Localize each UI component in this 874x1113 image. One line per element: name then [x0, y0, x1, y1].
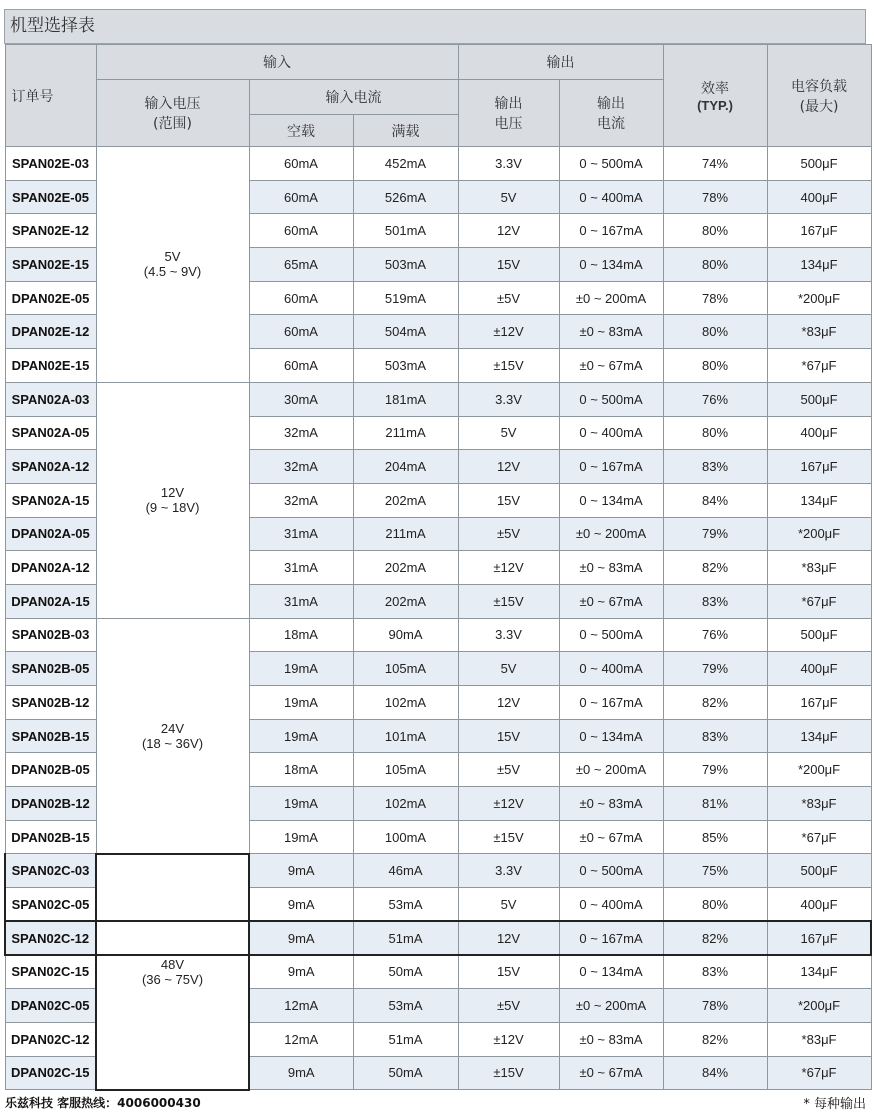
efficiency-cell: 84% [663, 483, 767, 517]
footer-hotline: 乐兹科技 客服热线：4006000430 [5, 1096, 201, 1110]
output-voltage-cell: ±5V [458, 989, 559, 1023]
model-cell: SPAN02B-15 [5, 719, 96, 753]
output-current-cell: 0 ~ 134mA [559, 483, 663, 517]
output-current-cell: ±0 ~ 83mA [559, 787, 663, 821]
full-load-cell: 504mA [353, 315, 458, 349]
model-cell: DPAN02C-15 [5, 1056, 96, 1090]
output-voltage-cell: 12V [458, 214, 559, 248]
efficiency-cell: 78% [663, 989, 767, 1023]
no-load-cell: 60mA [249, 147, 353, 181]
output-voltage-cell: 5V [458, 180, 559, 214]
input-voltage-range: (18 ~ 36V) [141, 735, 204, 751]
full-load-cell: 102mA [353, 787, 458, 821]
output-current-cell: ±0 ~ 83mA [559, 315, 663, 349]
full-load-cell: 46mA [353, 854, 458, 888]
header-input-voltage-label: 输入电压 [144, 96, 201, 112]
cap-load-cell: *67μF [767, 349, 871, 383]
no-load-cell: 9mA [249, 888, 353, 922]
full-load-cell: 204mA [353, 450, 458, 484]
full-load-cell: 211mA [353, 517, 458, 551]
model-cell: SPAN02B-12 [5, 686, 96, 720]
output-voltage-cell: 5V [458, 888, 559, 922]
output-current-cell: 0 ~ 167mA [559, 450, 663, 484]
output-current-cell: ±0 ~ 200mA [559, 753, 663, 787]
full-load-cell: 101mA [353, 719, 458, 753]
output-current-cell: 0 ~ 500mA [559, 147, 663, 181]
efficiency-cell: 80% [663, 416, 767, 450]
output-voltage-cell: ±12V [458, 787, 559, 821]
output-current-cell: 0 ~ 400mA [559, 180, 663, 214]
efficiency-cell: 83% [663, 450, 767, 484]
model-cell: SPAN02A-12 [5, 450, 96, 484]
no-load-cell: 32mA [249, 483, 353, 517]
no-load-cell: 9mA [249, 921, 353, 955]
no-load-cell: 9mA [249, 955, 353, 989]
output-current-cell: 0 ~ 167mA [559, 921, 663, 955]
efficiency-cell: 80% [663, 888, 767, 922]
header-input-voltage [96, 80, 249, 147]
cap-load-cell: 400μF [767, 888, 871, 922]
model-selection-table [4, 44, 872, 1091]
cap-load-cell: 500μF [767, 618, 871, 652]
no-load-cell: 65mA [249, 248, 353, 282]
efficiency-cell: 83% [663, 955, 767, 989]
output-voltage-cell: ±15V [458, 584, 559, 618]
model-cell: DPAN02B-05 [5, 753, 96, 787]
efficiency-cell: 75% [663, 854, 767, 888]
output-voltage-cell: ±12V [458, 1022, 559, 1056]
full-load-cell: 181mA [353, 382, 458, 416]
full-load-cell: 90mA [353, 618, 458, 652]
no-load-cell: 9mA [249, 1056, 353, 1090]
output-current-cell: ±0 ~ 83mA [559, 1022, 663, 1056]
table-row [5, 854, 871, 888]
efficiency-cell: 79% [663, 753, 767, 787]
input-voltage-range: (9 ~ 18V) [145, 500, 200, 516]
efficiency-cell: 85% [663, 820, 767, 854]
header-input-voltage-sub: (范围) [153, 116, 192, 132]
input-voltage-range: (36 ~ 75V) [141, 971, 204, 987]
model-cell: SPAN02A-03 [5, 382, 96, 416]
output-current-cell: ±0 ~ 67mA [559, 349, 663, 383]
efficiency-cell: 80% [663, 349, 767, 383]
no-load-cell: 18mA [249, 618, 353, 652]
no-load-cell: 19mA [249, 719, 353, 753]
cap-load-cell: *83μF [767, 1022, 871, 1056]
header-order-no: 订单号 [5, 45, 96, 147]
header-output-current-1: 输出 [597, 96, 626, 112]
output-voltage-cell: ±5V [458, 517, 559, 551]
model-cell: DPAN02E-05 [5, 281, 96, 315]
input-voltage-value: 12V [160, 485, 185, 501]
output-voltage-cell: 3.3V [458, 147, 559, 181]
model-cell: DPAN02C-12 [5, 1022, 96, 1056]
input-voltage-value: 5V [164, 249, 181, 265]
cap-load-cell: *200μF [767, 753, 871, 787]
cap-load-cell: 167μF [767, 921, 871, 955]
output-current-cell: ±0 ~ 200mA [559, 517, 663, 551]
output-current-cell: 0 ~ 400mA [559, 416, 663, 450]
efficiency-cell: 83% [663, 584, 767, 618]
efficiency-cell: 84% [663, 1056, 767, 1090]
header-output-current [559, 80, 663, 147]
output-voltage-cell: 3.3V [458, 618, 559, 652]
header-efficiency-sub: (TYP.) [697, 98, 733, 113]
input-voltage-cell [96, 382, 249, 618]
full-load-cell: 105mA [353, 652, 458, 686]
cap-load-cell: *200μF [767, 517, 871, 551]
no-load-cell: 32mA [249, 450, 353, 484]
header-no-load: 空载 [249, 115, 353, 147]
model-cell: DPAN02B-12 [5, 787, 96, 821]
header-input: 输入 [96, 45, 458, 80]
cap-load-cell: *67μF [767, 1056, 871, 1090]
output-voltage-cell: 5V [458, 416, 559, 450]
full-load-cell: 202mA [353, 584, 458, 618]
model-cell: SPAN02C-15 [5, 955, 96, 989]
no-load-cell: 19mA [249, 820, 353, 854]
full-load-cell: 102mA [353, 686, 458, 720]
model-cell: SPAN02E-15 [5, 248, 96, 282]
efficiency-cell: 82% [663, 921, 767, 955]
header-cap-load-sub: (最大) [799, 98, 839, 115]
efficiency-cell: 80% [663, 315, 767, 349]
footer-note: * 每种输出 [803, 1097, 866, 1112]
cap-load-cell: 500μF [767, 382, 871, 416]
output-voltage-cell: ±12V [458, 315, 559, 349]
header-input-current: 输入电流 [249, 80, 458, 115]
cap-load-cell: 134μF [767, 955, 871, 989]
output-voltage-cell: 12V [458, 921, 559, 955]
table-row [5, 147, 871, 181]
model-cell: DPAN02A-05 [5, 517, 96, 551]
efficiency-cell: 80% [663, 214, 767, 248]
full-load-cell: 105mA [353, 753, 458, 787]
input-voltage-cell [96, 618, 249, 854]
full-load-cell: 211mA [353, 416, 458, 450]
no-load-cell: 9mA [249, 854, 353, 888]
full-load-cell: 526mA [353, 180, 458, 214]
cap-load-cell: 167μF [767, 450, 871, 484]
efficiency-cell: 79% [663, 652, 767, 686]
cap-load-cell: *200μF [767, 989, 871, 1023]
cap-load-cell: 134μF [767, 483, 871, 517]
output-current-cell: 0 ~ 500mA [559, 382, 663, 416]
no-load-cell: 31mA [249, 517, 353, 551]
output-voltage-cell: 12V [458, 686, 559, 720]
efficiency-cell: 78% [663, 281, 767, 315]
efficiency-cell: 78% [663, 180, 767, 214]
cap-load-cell: *83μF [767, 787, 871, 821]
output-current-cell: 0 ~ 500mA [559, 618, 663, 652]
model-cell: SPAN02E-05 [5, 180, 96, 214]
no-load-cell: 32mA [249, 416, 353, 450]
full-load-cell: 53mA [353, 989, 458, 1023]
header-output-current-2: 电流 [597, 116, 626, 132]
no-load-cell: 18mA [249, 753, 353, 787]
output-current-cell: ±0 ~ 67mA [559, 1056, 663, 1090]
efficiency-cell: 79% [663, 517, 767, 551]
efficiency-cell: 74% [663, 147, 767, 181]
no-load-cell: 60mA [249, 214, 353, 248]
cap-load-cell: 134μF [767, 719, 871, 753]
no-load-cell: 12mA [249, 989, 353, 1023]
output-voltage-cell: ±5V [458, 753, 559, 787]
cap-load-cell: 400μF [767, 652, 871, 686]
output-current-cell: ±0 ~ 67mA [559, 820, 663, 854]
model-cell: SPAN02E-12 [5, 214, 96, 248]
output-current-cell: 0 ~ 134mA [559, 719, 663, 753]
input-voltage-range: (4.5 ~ 9V) [143, 264, 202, 280]
full-load-cell: 100mA [353, 820, 458, 854]
header-output-voltage [458, 80, 559, 147]
no-load-cell: 31mA [249, 551, 353, 585]
no-load-cell: 19mA [249, 652, 353, 686]
header-efficiency-label: 效率 [701, 81, 730, 97]
model-cell: SPAN02C-03 [5, 854, 96, 888]
model-cell: SPAN02B-03 [5, 618, 96, 652]
model-cell: DPAN02E-12 [5, 315, 96, 349]
output-current-cell: 0 ~ 134mA [559, 955, 663, 989]
header-efficiency [663, 45, 767, 147]
cap-load-cell: *200μF [767, 281, 871, 315]
cap-load-cell: 167μF [767, 214, 871, 248]
header-output-voltage-2: 电压 [494, 116, 523, 132]
full-load-cell: 50mA [353, 1056, 458, 1090]
header-full-load: 满载 [353, 115, 458, 147]
header-cap-load-label: 电容负载 [791, 78, 848, 95]
no-load-cell: 19mA [249, 686, 353, 720]
efficiency-cell: 82% [663, 1022, 767, 1056]
table-row [5, 618, 871, 652]
output-voltage-cell: ±12V [458, 551, 559, 585]
no-load-cell: 31mA [249, 584, 353, 618]
full-load-cell: 503mA [353, 349, 458, 383]
header-cap-load [767, 45, 871, 147]
output-voltage-cell: ±15V [458, 1056, 559, 1090]
output-current-cell: 0 ~ 400mA [559, 652, 663, 686]
output-voltage-cell: ±5V [458, 281, 559, 315]
no-load-cell: 30mA [249, 382, 353, 416]
output-current-cell: ±0 ~ 200mA [559, 281, 663, 315]
output-current-cell: 0 ~ 167mA [559, 686, 663, 720]
output-voltage-cell: ±15V [458, 349, 559, 383]
full-load-cell: 501mA [353, 214, 458, 248]
output-voltage-cell: 12V [458, 450, 559, 484]
model-cell: DPAN02A-15 [5, 584, 96, 618]
no-load-cell: 60mA [249, 315, 353, 349]
full-load-cell: 50mA [353, 955, 458, 989]
model-cell: SPAN02E-03 [5, 147, 96, 181]
cap-load-cell: 167μF [767, 686, 871, 720]
output-voltage-cell: 3.3V [458, 382, 559, 416]
cap-load-cell: 134μF [767, 248, 871, 282]
output-voltage-cell: 3.3V [458, 854, 559, 888]
cap-load-cell: *83μF [767, 551, 871, 585]
full-load-cell: 503mA [353, 248, 458, 282]
header-output-voltage-1: 输出 [494, 96, 523, 112]
efficiency-cell: 82% [663, 686, 767, 720]
table-body [5, 147, 871, 1090]
output-voltage-cell: 15V [458, 248, 559, 282]
output-voltage-cell: 5V [458, 652, 559, 686]
no-load-cell: 60mA [249, 281, 353, 315]
model-cell: SPAN02C-05 [5, 888, 96, 922]
table-title: 机型选择表 [4, 9, 866, 44]
full-load-cell: 202mA [353, 483, 458, 517]
efficiency-cell: 83% [663, 719, 767, 753]
efficiency-cell: 82% [663, 551, 767, 585]
full-load-cell: 202mA [353, 551, 458, 585]
output-current-cell: ±0 ~ 67mA [559, 584, 663, 618]
full-load-cell: 51mA [353, 1022, 458, 1056]
output-current-cell: 0 ~ 167mA [559, 214, 663, 248]
output-current-cell: 0 ~ 500mA [559, 854, 663, 888]
model-cell: SPAN02A-15 [5, 483, 96, 517]
full-load-cell: 519mA [353, 281, 458, 315]
output-voltage-cell: ±15V [458, 820, 559, 854]
model-cell: SPAN02C-12 [5, 921, 96, 955]
cap-load-cell: 500μF [767, 854, 871, 888]
cap-load-cell: *67μF [767, 584, 871, 618]
cap-load-cell: 400μF [767, 416, 871, 450]
table-row [5, 382, 871, 416]
no-load-cell: 12mA [249, 1022, 353, 1056]
full-load-cell: 452mA [353, 147, 458, 181]
efficiency-cell: 80% [663, 248, 767, 282]
output-current-cell: ±0 ~ 200mA [559, 989, 663, 1023]
model-cell: DPAN02B-15 [5, 820, 96, 854]
input-voltage-value: 48V [160, 956, 185, 972]
no-load-cell: 60mA [249, 180, 353, 214]
efficiency-cell: 76% [663, 382, 767, 416]
output-voltage-cell: 15V [458, 719, 559, 753]
full-load-cell: 51mA [353, 921, 458, 955]
header-output: 输出 [458, 45, 663, 80]
output-voltage-cell: 15V [458, 483, 559, 517]
input-voltage-cell [96, 147, 249, 383]
efficiency-cell: 81% [663, 787, 767, 821]
no-load-cell: 60mA [249, 349, 353, 383]
no-load-cell: 19mA [249, 787, 353, 821]
full-load-cell: 53mA [353, 888, 458, 922]
efficiency-cell: 76% [663, 618, 767, 652]
output-current-cell: 0 ~ 134mA [559, 248, 663, 282]
output-current-cell: ±0 ~ 83mA [559, 551, 663, 585]
model-cell: SPAN02B-05 [5, 652, 96, 686]
input-voltage-value: 24V [160, 720, 185, 736]
model-cell: DPAN02E-15 [5, 349, 96, 383]
cap-load-cell: *83μF [767, 315, 871, 349]
model-cell: SPAN02A-05 [5, 416, 96, 450]
model-cell: DPAN02C-05 [5, 989, 96, 1023]
input-voltage-cell [96, 854, 249, 1090]
cap-load-cell: 500μF [767, 147, 871, 181]
output-current-cell: 0 ~ 400mA [559, 888, 663, 922]
model-cell: DPAN02A-12 [5, 551, 96, 585]
cap-load-cell: *67μF [767, 820, 871, 854]
cap-load-cell: 400μF [767, 180, 871, 214]
output-voltage-cell: 15V [458, 955, 559, 989]
